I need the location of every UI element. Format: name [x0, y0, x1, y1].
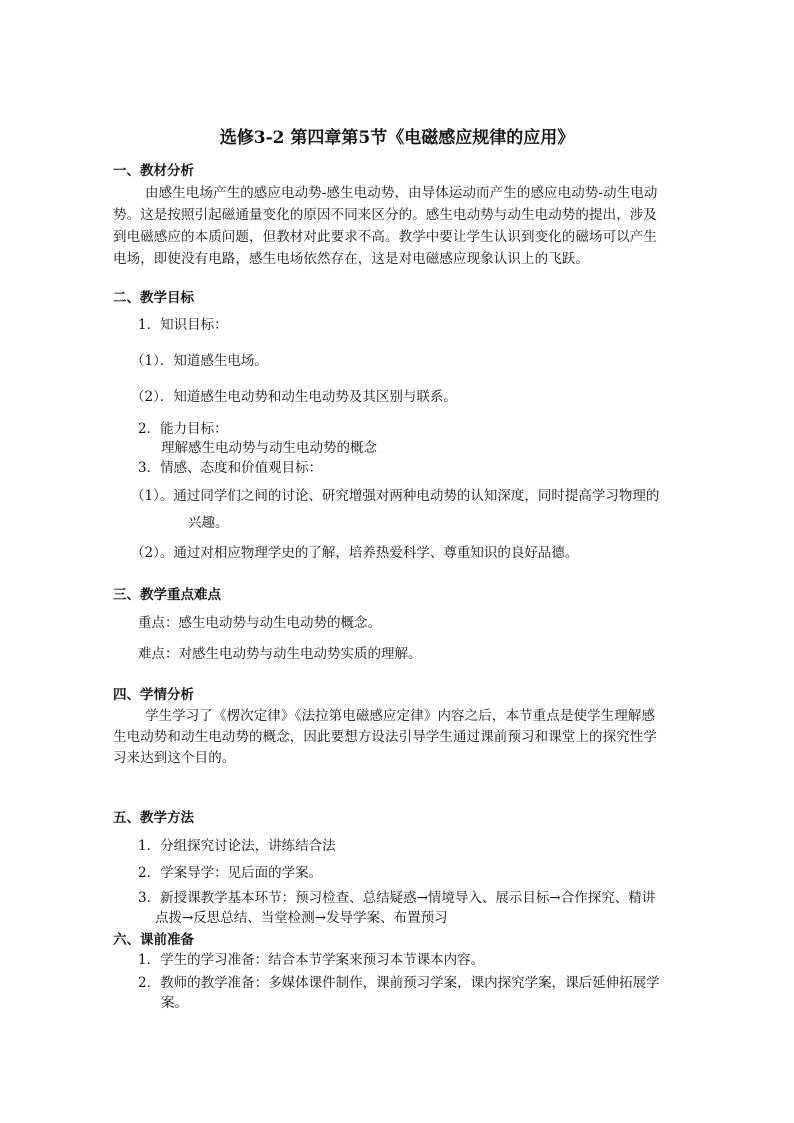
method-3-line-1: 3．新授课教学基本环节：预习检查、总结疑惑→情境导入、展示目标→合作探究、精讲 — [138, 890, 656, 906]
preparation-2-line-1: 2．教师的教学准备：多媒体课件制作，课前预习学案，课内探究学案，课后延伸拓展学 — [138, 975, 660, 991]
student-analysis-line-3: 习来达到这个目的。 — [113, 750, 236, 766]
analysis-line-2: 势。这是按照引起磁通量变化的原因不同来区分的。感生电动势与动生电动势的提出，涉及 — [113, 207, 657, 223]
key-point: 重点：感生电动势与动生电动势的概念。 — [138, 615, 381, 631]
page-title: 选修3-2 第四章第5节《电磁感应规律的应用》 — [219, 128, 575, 148]
knowledge-goal-title: 1．知识目标： — [138, 317, 228, 333]
section-heading-key-points: 三、教学重点难点 — [113, 587, 221, 603]
method-3-line-2: 点拨→反思总结、当堂检测→发导学案、布置预习 — [155, 910, 448, 926]
section-heading-analysis: 一、教材分析 — [113, 163, 194, 179]
analysis-line-3: 到电磁感应的本质问题，但教材对此要求不高。教学中要让学生认识到变化的磁场可以产生 — [113, 229, 657, 245]
preparation-2-line-2: 案。 — [161, 995, 188, 1011]
emotion-goal-title: 3．情感、态度和价值观目标： — [138, 460, 323, 476]
knowledge-goal-1: （1）．知道感生电场。 — [131, 353, 268, 369]
analysis-line-1: 由感生电场产生的感应电动势-感生电动势，由导体运动而产生的感应电动势-动生电动 — [145, 185, 658, 201]
knowledge-goal-2: （2）．知道感生电动势和动生电动势及其区别与联系。 — [131, 389, 457, 405]
section-heading-objectives: 二、教学目标 — [113, 290, 194, 306]
section-heading-preparation: 六、课前准备 — [113, 932, 194, 948]
student-analysis-line-2: 生电动势和动生电动势的概念，因此要想方设法引导学生通过课前预习和课堂上的探究性学 — [113, 729, 657, 745]
preparation-1: 1．学生的学习准备：结合本节学案来预习本节课本内容。 — [138, 952, 485, 968]
emotion-goal-2: （2）。通过对相应物理学史的了解，培养热爱科学、尊重知识的良好品德。 — [131, 545, 579, 561]
ability-goal-1: 理解感生电动势与动生电动势的概念 — [161, 440, 377, 456]
section-heading-methods: 五、教学方法 — [113, 810, 194, 826]
difficult-point: 难点：对感生电动势与动生电动势实质的理解。 — [138, 646, 422, 662]
emotion-goal-1-line-1: （1）。通过同学们之间的讨论、研究增强对两种电动势的认知深度，同时提高学习物理的 — [131, 488, 660, 504]
analysis-line-4: 电场，即使没有电路，感生电场依然存在，这是对电磁感应现象认识上的飞跃。 — [113, 251, 589, 267]
section-heading-student-analysis: 四、学情分析 — [113, 687, 194, 703]
student-analysis-line-1: 学生学习了《楞次定律》《法拉第电磁感应定律》内容之后，本节重点是使学生理解感 — [145, 708, 656, 724]
ability-goal-title: 2．能力目标： — [138, 421, 228, 437]
method-2: 2．学案导学：见后面的学案。 — [138, 865, 323, 881]
emotion-goal-1-line-2: 兴趣。 — [188, 515, 229, 531]
method-1: 1．分组探究讨论法，讲练结合法 — [138, 838, 336, 854]
